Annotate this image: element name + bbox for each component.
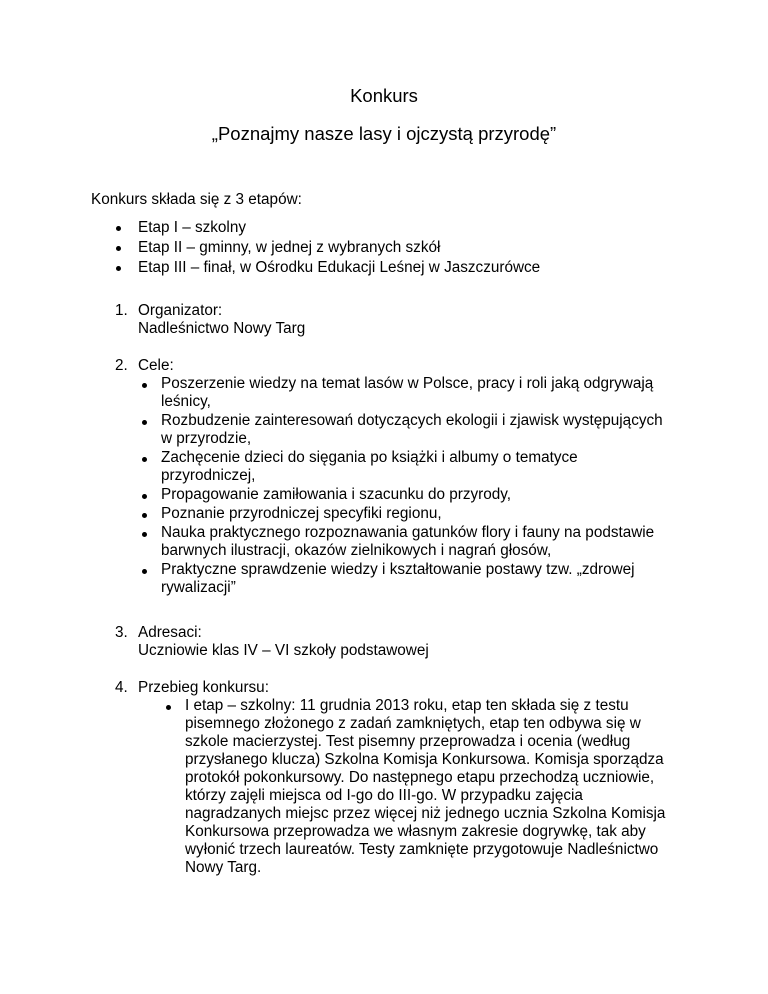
goal-line: Poznanie przyrodniczej specyfiki regionu, — [161, 505, 442, 522]
goal-text — [161, 561, 721, 597]
section-heading-course: Przebieg konkursu: — [138, 679, 269, 696]
document-title: Konkurs — [350, 85, 418, 106]
paragraph-line: którzy zajęli miejsca od I-go do III-go. W przypadku zajęcia — [185, 787, 583, 804]
paragraph-line: nagradzanych miejsc przez więcej niż jednego ucznia Szkolna Komisja — [185, 805, 666, 822]
goal-line: Rozbudzenie zainteresowań dotyczących ekologii i zjawisk występujących — [161, 412, 663, 429]
paragraph-line: Konkursowa przeprowadza we własnym zakresie dogrywkę, tak aby — [185, 823, 646, 840]
goal-line: barwnych ilustracji, okazów zielnikowych i nagrań głosów, — [161, 542, 552, 559]
organizer-name: Nadleśnictwo Nowy Targ — [138, 320, 306, 337]
section-heading-goals: Cele: — [138, 357, 174, 374]
stage1-description — [185, 697, 666, 877]
section-heading-organizer: Organizator: — [138, 302, 223, 319]
goal-line: Praktyczne sprawdzenie wiedzy i kształtowanie postawy tzw. „zdrowej — [161, 561, 635, 578]
paragraph-line: szkole macierzystej. Test pisemny przeprowadza i ocenia (według — [185, 733, 631, 750]
paragraph-line: protokół pokonkursowy. Do następnego etapu przechodzą uczniowie, — [185, 769, 655, 786]
stage-text: Etap III – finał, w Ośrodku Edukacji Leśnej w Jaszczurówce — [138, 259, 541, 276]
bullet-icon — [142, 383, 147, 388]
document-subtitle: „Poznajmy nasze lasy i ojczystą przyrodę” — [211, 123, 557, 144]
bullet-icon — [142, 494, 147, 499]
paragraph-line: Nowy Targ. — [185, 859, 262, 876]
goal-line: rywalizacji” — [161, 579, 236, 596]
goal-line: Zachęcenie dzieci do sięgania po książki i albumy o tematyce — [161, 449, 578, 466]
goal-line: przyrodniczej, — [161, 467, 256, 484]
section-heading-addressees: Adresaci: — [138, 624, 202, 641]
paragraph-line: wyłonić trzech laureatów. Testy zamknięte przygotowuje Nadleśnictwo — [185, 841, 659, 858]
stages-list — [91, 218, 540, 278]
list-item — [91, 238, 540, 258]
goal-text — [161, 505, 721, 523]
goal-line: Propagowanie zamiłowania i szacunku do przyrody, — [161, 486, 512, 503]
list-item — [91, 218, 540, 238]
section-number: 1. — [115, 302, 128, 319]
bullet-icon — [116, 246, 121, 251]
goal-text — [161, 412, 721, 448]
goal-text — [161, 375, 721, 411]
goal-line: Nauka praktycznego rozpoznawania gatunków flory i fauny na podstawie — [161, 524, 655, 541]
stage-text: Etap II – gminny, w jednej z wybranych szkół — [138, 239, 441, 256]
list-item — [91, 258, 540, 278]
goal-text — [161, 486, 721, 504]
bullet-icon — [142, 569, 147, 574]
goal-text — [161, 524, 721, 560]
bullet-icon — [166, 705, 171, 710]
bullet-icon — [142, 457, 147, 462]
goal-line: w przyrodzie, — [161, 430, 252, 447]
section-number: 2. — [115, 357, 128, 374]
stage-text: Etap I – szkolny — [138, 219, 246, 236]
bullet-icon — [142, 532, 147, 537]
addressees-text: Uczniowie klas IV – VI szkoły podstawowej — [138, 642, 429, 659]
section-number: 4. — [115, 679, 128, 696]
bullet-icon — [142, 513, 147, 518]
bullet-icon — [116, 266, 121, 271]
paragraph-line: przysłanego klucza) Szkolna Komisja Konkursowa. Komisja sporządza — [185, 751, 664, 768]
bullet-icon — [116, 226, 121, 231]
section-number: 3. — [115, 624, 128, 641]
paragraph-line: I etap – szkolny: 11 grudnia 2013 roku, etap ten składa się z testu — [185, 697, 629, 714]
goal-text — [161, 449, 721, 485]
paragraph-line: pisemnego złożonego z zadań zamkniętych, etap ten odbywa się w — [185, 715, 641, 732]
bullet-icon — [142, 420, 147, 425]
goal-line: leśnicy, — [161, 393, 211, 410]
intro-text: Konkurs składa się z 3 etapów: — [91, 191, 302, 208]
goal-line: Poszerzenie wiedzy na temat lasów w Polsce, pracy i roli jaką odgrywają — [161, 375, 654, 392]
